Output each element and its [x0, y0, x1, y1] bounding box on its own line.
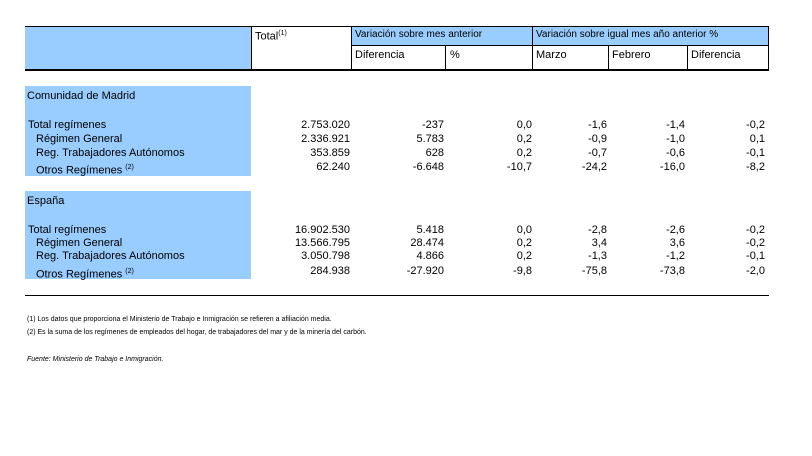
section-title-text: España: [27, 195, 65, 207]
cell-diferencia2: -0,2: [746, 119, 765, 131]
cell-pct: 0,0: [516, 224, 532, 236]
cell-diferencia2: -0,2: [746, 237, 765, 249]
source-note: Fuente: Ministerio de Trabajo e Inmigración.: [27, 356, 164, 363]
header-sub-febrero: Febrero: [612, 49, 651, 61]
cell-total: 353.859: [310, 147, 350, 159]
cell-diferencia: -27.920: [406, 265, 444, 277]
cell-marzo: -2,8: [588, 224, 607, 236]
cell-febrero: -1,2: [666, 250, 685, 262]
cell-total: 3.050.798: [301, 250, 350, 262]
header-mid-rule: [352, 45, 769, 46]
header-var-mes: Variación sobre mes anterior: [355, 29, 483, 40]
cell-diferencia: 4.866: [416, 250, 444, 262]
cell-diferencia: -6.648: [412, 161, 444, 173]
cell-diferencia2: 0,1: [749, 133, 765, 145]
header-sub-marzo: Marzo: [536, 49, 567, 61]
cell-diferencia2: -0,1: [746, 250, 765, 262]
header-sub-diferencia2: Diferencia: [691, 49, 741, 61]
footnote-2: (2) Es la suma de los regímenes de empleados del hogar, de trabajadores del mar y de la minería del carbón.: [27, 329, 367, 336]
header-divider: [768, 26, 769, 70]
table-row: [0, 119, 812, 132]
cell-marzo: -0,9: [588, 133, 607, 145]
section-title-text: Comunidad de Madrid: [27, 90, 136, 102]
row-label: Reg. Trabajadores Autónomos: [36, 147, 185, 159]
footnote-1: (1) Los datos que proporciona el Ministerio de Trabajo e Inmigración se refieren a afiliación media.: [27, 316, 332, 323]
row-label: Reg. Trabajadores Autónomos: [36, 250, 185, 262]
cell-diferencia2: -2,0: [746, 265, 765, 277]
cell-total: 284.938: [310, 265, 350, 277]
cell-febrero: -2,6: [666, 224, 685, 236]
cell-total: 2.336.921: [301, 133, 350, 145]
cell-febrero: 3,6: [669, 237, 685, 249]
row-label: Régimen General: [36, 133, 123, 145]
cell-pct: 0,2: [516, 237, 532, 249]
cell-febrero: -1,0: [666, 133, 685, 145]
row-note: (2): [125, 164, 134, 171]
cell-febrero: -16,0: [659, 161, 685, 173]
header-divider: [351, 26, 352, 70]
row-label: Régimen General: [36, 237, 123, 249]
cell-diferencia2: -8,2: [746, 161, 765, 173]
table-row: [0, 161, 812, 177]
cell-total: 62.240: [316, 161, 350, 173]
cell-diferencia2: -0,2: [746, 224, 765, 236]
header-sub-pct: %: [450, 49, 460, 61]
header-var-anio: Variación sobre igual mes año anterior %: [536, 29, 719, 40]
table-row: [0, 147, 812, 160]
cell-diferencia: 5.783: [416, 133, 444, 145]
section-title: [0, 195, 812, 208]
header-blank-cell: [25, 27, 251, 69]
header-divider: [532, 26, 533, 70]
section-title: [0, 90, 812, 103]
table-row: [0, 265, 812, 281]
table-bottom-rule: [25, 295, 769, 296]
cell-diferencia2: -0,1: [746, 147, 765, 159]
cell-marzo: 3,4: [591, 237, 607, 249]
table-row: [0, 133, 812, 146]
header-bottom-rule: [25, 69, 769, 71]
row-note: (2): [125, 268, 134, 275]
table-row: [0, 250, 812, 263]
cell-total: 16.902.530: [294, 224, 350, 236]
header-divider: [687, 45, 688, 70]
cell-marzo: -1,3: [588, 250, 607, 262]
header-total: Total$^{(1)}$: [255, 30, 287, 43]
cell-pct: 0,2: [516, 147, 532, 159]
table-row: [0, 237, 812, 250]
table-row: [0, 224, 812, 237]
cell-marzo: -1,6: [588, 119, 607, 131]
cell-pct: 0,2: [516, 133, 532, 145]
row-label: Otros Regímenes $^{(2)}$: [36, 268, 134, 281]
cell-diferencia: 628: [425, 147, 444, 159]
header-divider: [445, 45, 446, 70]
cell-total: 13.566.795: [294, 237, 350, 249]
cell-marzo: -75,8: [581, 265, 607, 277]
row-label: Total regímenes: [28, 119, 107, 131]
header-divider: [608, 45, 609, 70]
cell-diferencia: 5.418: [416, 224, 444, 236]
cell-pct: 0,0: [516, 119, 532, 131]
cell-diferencia: 28.474: [410, 237, 444, 249]
header-divider: [251, 26, 252, 70]
cell-febrero: -0,6: [666, 147, 685, 159]
cell-pct: -9,8: [513, 265, 532, 277]
row-label: Otros Regímenes $^{(2)}$: [36, 164, 134, 177]
cell-marzo: -24,2: [581, 161, 607, 173]
header-sub-diferencia: Diferencia: [355, 49, 405, 61]
cell-diferencia: -237: [421, 119, 444, 131]
cell-total: 2.753.020: [301, 119, 350, 131]
cell-febrero: -1,4: [666, 119, 685, 131]
cell-pct: -10,7: [506, 161, 532, 173]
row-label: Total regímenes: [28, 224, 107, 236]
cell-febrero: -73,8: [659, 265, 685, 277]
header-top-rule: [25, 26, 769, 27]
cell-pct: 0,2: [516, 250, 532, 262]
cell-marzo: -0,7: [588, 147, 607, 159]
